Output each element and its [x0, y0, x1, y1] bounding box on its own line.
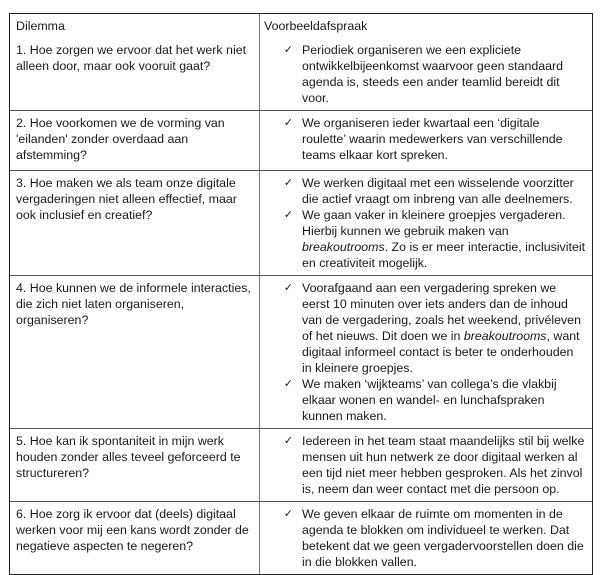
- dilemma-cell: 3. Hoe maken we als team onze digitale vergaderingen niet alleen effectief, maar ook inclusief en creatief?: [10, 171, 260, 275]
- agreement-text: [302, 280, 586, 376]
- table-row: [10, 38, 592, 110]
- dilemma-cell: 1. Hoe zorgen we ervoor dat het werk niet alleen door, maar ook vooruit gaat?: [10, 38, 260, 110]
- agreement-text: [302, 115, 586, 163]
- text-run: We maken ‘wijkteams’ van collega’s die vlakbij elkaar wonen en wandel- en lunchafspraken kunnen maken.: [302, 377, 557, 423]
- agreement-text: [302, 175, 586, 207]
- agreement-list: [260, 433, 586, 497]
- agreement-text: [302, 376, 586, 424]
- table-row: [10, 110, 592, 170]
- checkmark-icon: ✓: [283, 508, 293, 520]
- agreement-cell: [260, 502, 592, 574]
- agreement-item: [260, 207, 586, 271]
- agreement-list: [260, 175, 586, 271]
- text-run: We organiseren ieder kwartaal een ‘digitale roulette’ waarin medewerkers van verschillende teams elkaar kort spreken.: [302, 116, 563, 162]
- table-header-row: [10, 14, 592, 38]
- agreement-text: [302, 433, 586, 497]
- text-run: Voorafgaand aan een vergadering spreken we eerst 10 minuten over iets anders dan de inhoud van de vergadering, zoals het weekend, privéleven of het nieuws. Dit doen we in: [302, 281, 581, 343]
- agreement-text: [302, 42, 586, 106]
- dilemma-cell: 2. Hoe voorkomen we de vorming van 'eilanden' zonder overdaad aan afstemming?: [10, 111, 260, 170]
- text-run: , want digitaal informeel contact is beter te onderhouden in kleinere groepjes.: [302, 329, 580, 375]
- agreement-cell: [260, 111, 592, 170]
- agreement-list: [260, 42, 586, 106]
- checkmark-icon: ✓: [283, 378, 293, 390]
- agreement-cell: [260, 38, 592, 110]
- text-run: We werken digitaal met een wisselende voorzitter die actief vraagt om inbreng van alle deelnemers.: [302, 176, 574, 206]
- agreement-cell: [260, 171, 592, 275]
- agreement-list: [260, 280, 586, 424]
- table-row: [10, 428, 592, 501]
- header-agreement: Voorbeeldafspraak: [264, 19, 368, 33]
- checkmark-icon: ✓: [283, 435, 293, 447]
- table-row: [10, 170, 592, 275]
- checkmark-icon: ✓: [283, 117, 293, 129]
- italic-term: breakoutrooms: [302, 240, 385, 254]
- table-body: [10, 38, 592, 574]
- agreement-text: [302, 207, 586, 271]
- dilemma-cell: 4. Hoe kunnen we de informele interacties, die zich niet laten organiseren, organiseren?: [10, 276, 260, 428]
- agreement-list: [260, 115, 586, 163]
- agreement-item: [260, 175, 586, 207]
- agreement-item: [260, 280, 586, 376]
- text-run: Periodiek organiseren we een expliciete ontwikkelbijeenkomst waarvoor geen standaard agenda is, steeds een ander teamlid bereidt dit voor.: [302, 43, 564, 105]
- text-run: We gaan vaker in kleinere groepjes vergaderen. Hierbij kunnen we gebruik maken van: [302, 208, 566, 238]
- agreement-cell: [260, 276, 592, 428]
- table-row: [10, 275, 592, 428]
- header-dilemma: Dilemma: [10, 14, 260, 38]
- agreement-cell: [260, 429, 592, 501]
- dilemma-table: [9, 13, 593, 575]
- dilemma-cell: 5. Hoe kan ik spontaniteit in mijn werk houden zonder alles teveel geforceerd te structureren?: [10, 429, 260, 501]
- agreement-item: [260, 376, 586, 424]
- checkmark-icon: ✓: [283, 282, 293, 294]
- dilemma-cell: 6. Hoe zorg ik ervoor dat (deels) digitaal werken voor mij een kans wordt zonder de negatieve aspecten te negeren?: [10, 502, 260, 574]
- checkmark-icon: ✓: [283, 209, 293, 221]
- italic-term: breakoutrooms: [463, 329, 547, 343]
- agreement-item: [260, 433, 586, 497]
- agreement-item: [260, 115, 586, 163]
- text-run: Iedereen in het team staat maandelijks stil bij welke mensen uit hun netwerk ze door digitaal werken al een tijd niet meer hebben gesproken. Als het zinvol is, neem dan weer contact met die persoon op.: [302, 434, 585, 496]
- agreement-list: [260, 506, 586, 570]
- agreement-item: [260, 42, 586, 106]
- text-run: We geven elkaar de ruimte om momenten in de agenda te blokken om individueel te werken. Dat betekent dat we geen vergadervoorstellen doen die in die blokken vallen.: [302, 507, 584, 569]
- text-run: . Zo is er meer interactie, inclusiviteit en creativiteit mogelijk.: [302, 240, 586, 270]
- checkmark-icon: ✓: [283, 44, 293, 56]
- agreement-item: [260, 506, 586, 570]
- checkmark-icon: ✓: [283, 177, 293, 189]
- agreement-text: [302, 506, 586, 570]
- table-row: [10, 501, 592, 574]
